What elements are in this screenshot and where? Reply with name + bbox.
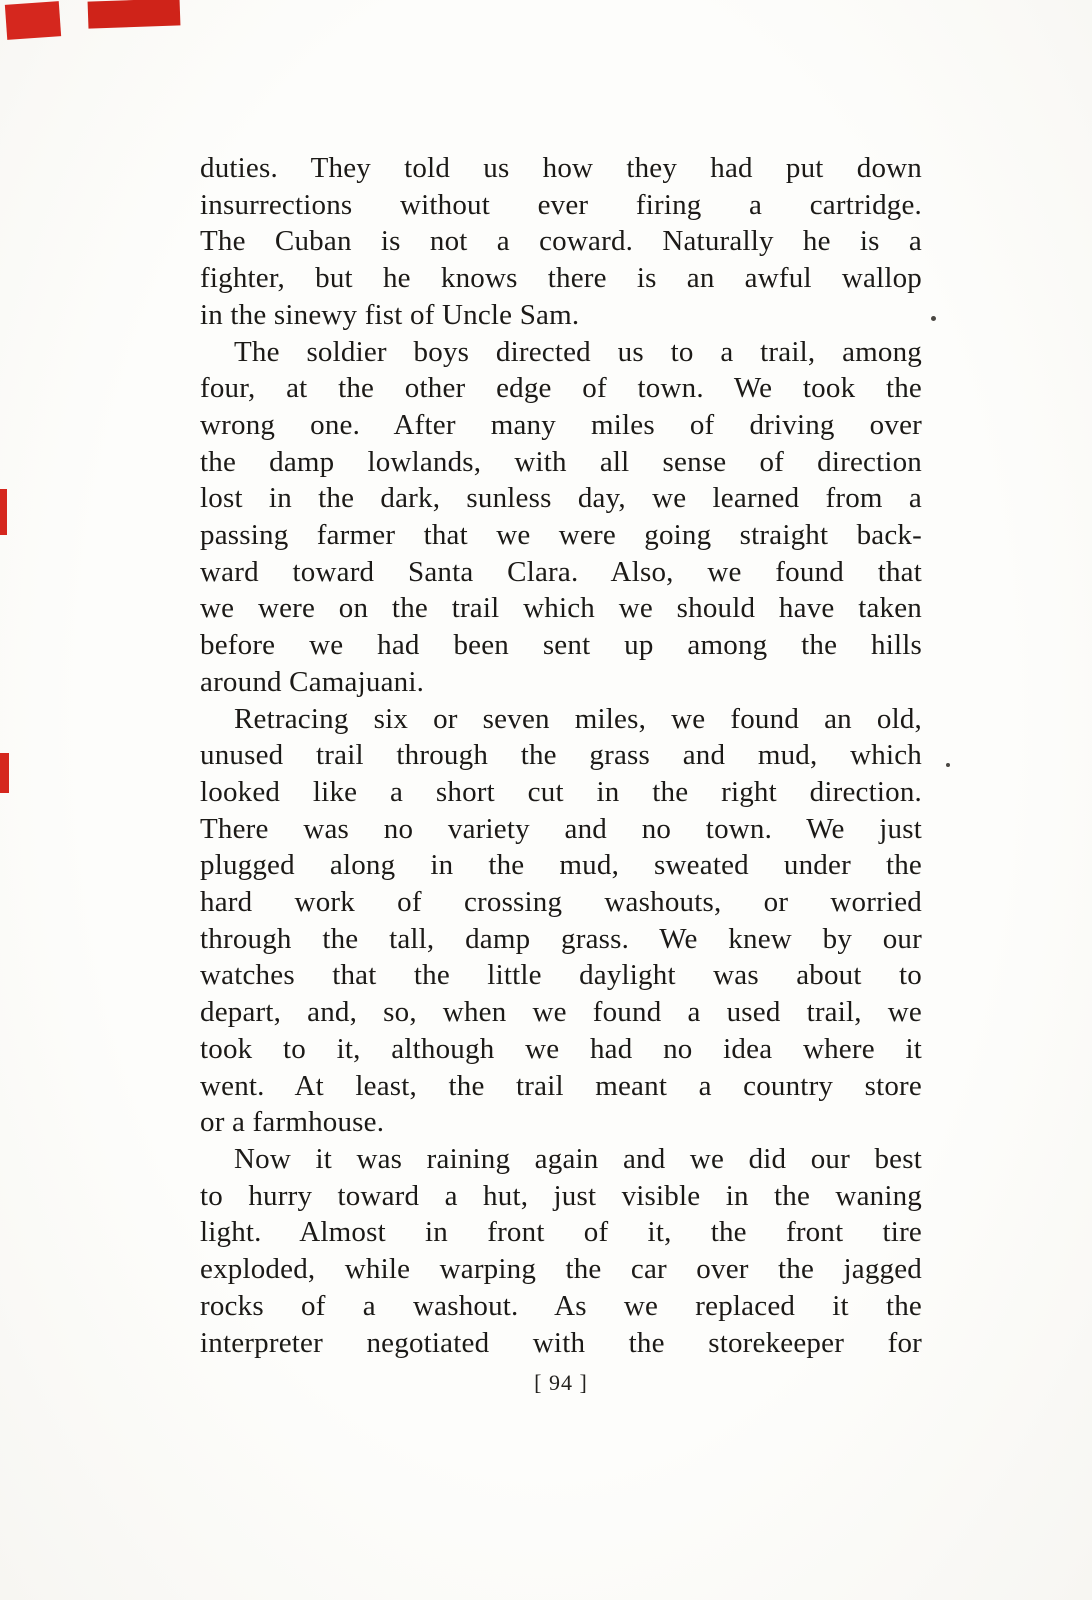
text-line: through the tall, damp grass. We knew by our	[200, 922, 922, 955]
text-line: went. At least, the trail meant a country store	[200, 1069, 922, 1102]
text-line: we were on the trail which we should have taken	[200, 592, 922, 625]
ink-speck-2	[946, 763, 950, 767]
text-line: interpreter negotiated with the storekeeper for	[200, 1326, 922, 1359]
paragraph	[200, 150, 922, 334]
text-line: lost in the dark, sunless day, we learned from a	[200, 482, 922, 515]
text-line: Retracing six or seven miles, we found an old,	[234, 702, 922, 735]
text-line: The soldier boys directed us to a trail, among	[234, 335, 922, 368]
text-line: watches that the little daylight was about to	[200, 959, 922, 992]
ink-speck-1	[931, 316, 936, 321]
text-line: depart, and, so, when we found a used trail, we	[200, 996, 922, 1029]
paragraph	[200, 701, 922, 1141]
text-line: hard work of crossing washouts, or worried	[200, 886, 922, 919]
text-line: or a farmhouse.	[200, 1106, 385, 1139]
text-line: The Cuban is not a coward. Naturally he is a	[200, 225, 922, 258]
text-line: plugged along in the mud, sweated under the	[200, 849, 922, 882]
paragraph	[200, 1141, 922, 1361]
text-line: ward toward Santa Clara. Also, we found that	[200, 555, 922, 588]
text-line: There was no variety and no town. We just	[200, 812, 922, 845]
text-block	[200, 150, 922, 1361]
paragraph	[200, 334, 922, 701]
text-line: Now it was raining again and we did our best	[234, 1142, 922, 1175]
red-mark-top-left-2	[88, 0, 181, 29]
text-line: insurrections without ever firing a cartridge.	[200, 188, 922, 221]
text-line: light. Almost in front of it, the front tire	[200, 1216, 922, 1249]
red-mark-left-edge-1	[0, 489, 7, 535]
text-line: rocks of a washout. As we replaced it the	[200, 1289, 922, 1322]
page-number: [ 94 ]	[534, 1370, 588, 1395]
red-mark-left-edge-2	[0, 753, 9, 793]
text-line: before we had been sent up among the hills	[200, 629, 922, 662]
text-line: unused trail through the grass and mud, which	[200, 739, 922, 772]
red-mark-top-left-1	[5, 1, 61, 40]
text-line: the damp lowlands, with all sense of direction	[200, 445, 922, 478]
text-line: looked like a short cut in the right direction.	[200, 775, 922, 808]
text-line: fighter, but he knows there is an awful wallop	[200, 262, 922, 295]
text-line: exploded, while warping the car over the jagged	[200, 1253, 922, 1286]
text-line: passing farmer that we were going straight back-	[200, 519, 922, 552]
text-line: wrong one. After many miles of driving over	[200, 408, 922, 441]
text-line: to hurry toward a hut, just visible in the waning	[200, 1179, 922, 1212]
text-line: around Camajuani.	[200, 665, 425, 698]
text-line: in the sinewy fist of Uncle Sam.	[200, 298, 580, 331]
text-line: four, at the other edge of town. We took the	[200, 372, 922, 405]
text-line: duties. They told us how they had put down	[200, 152, 922, 184]
text-line: took to it, although we had no idea where it	[200, 1032, 922, 1065]
